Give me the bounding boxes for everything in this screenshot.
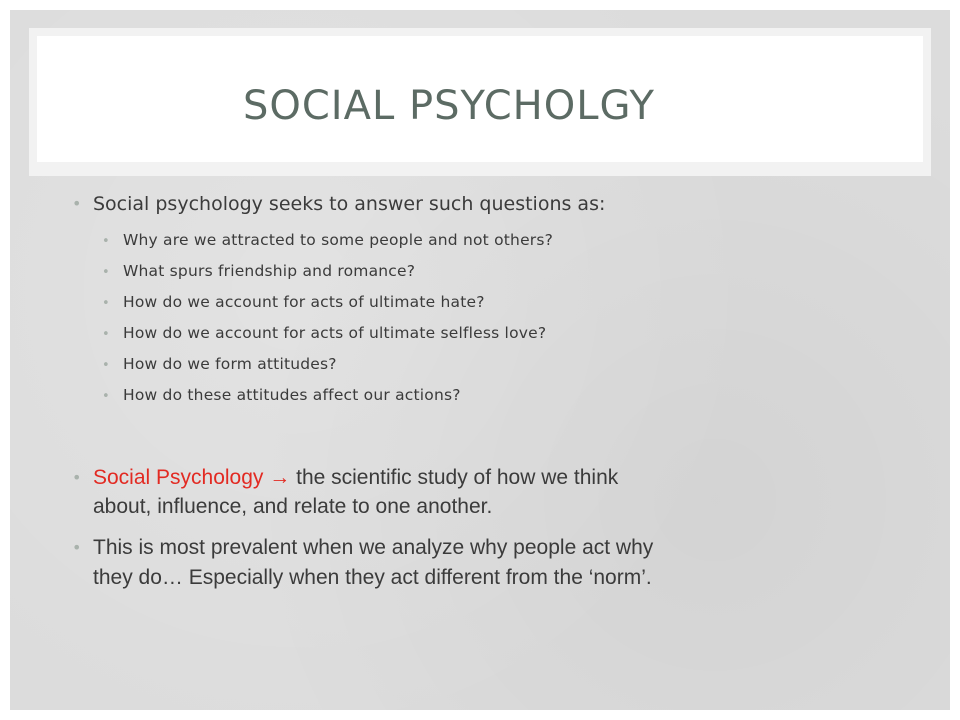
question-item: How do we form attitudes? (123, 355, 337, 373)
definition-line-1 (93, 463, 618, 492)
slide-content (10, 10, 950, 710)
question-item: How do these attitudes affect our actions? (123, 386, 461, 404)
question-item: How do we account for acts of ultimate selfless love? (123, 324, 547, 342)
bullet-dot: • (102, 296, 110, 311)
bullet-dot: • (102, 234, 110, 249)
slide (10, 10, 950, 710)
bullet-dot: • (72, 194, 82, 213)
bullet-dot: • (102, 389, 110, 404)
question-item: How do we account for acts of ultimate hate? (123, 293, 485, 311)
bullet-dot: • (72, 468, 82, 487)
definition-line-2: about, influence, and relate to one another. (93, 495, 493, 518)
bullet-dot: • (102, 327, 110, 342)
bullet-dot: • (102, 265, 110, 280)
slide-title: SOCIAL PSYCHOLGY (243, 83, 655, 129)
definition-text: the scientific study of how we think (296, 466, 619, 489)
question-item: Why are we attracted to some people and not others? (123, 231, 554, 249)
bullet-dot: • (102, 358, 110, 373)
note-line-1: This is most prevalent when we analyze why people act why (93, 536, 654, 559)
question-item: What spurs friendship and romance? (123, 262, 416, 280)
note-line-2: they do… Especially when they act different from the ‘norm’. (93, 566, 652, 589)
arrow-right-icon: → (269, 466, 291, 489)
definition-term: Social Psychology (93, 466, 264, 489)
bullet-dot: • (72, 538, 82, 557)
intro-bullet: Social psychology seeks to answer such questions as: (93, 193, 606, 215)
